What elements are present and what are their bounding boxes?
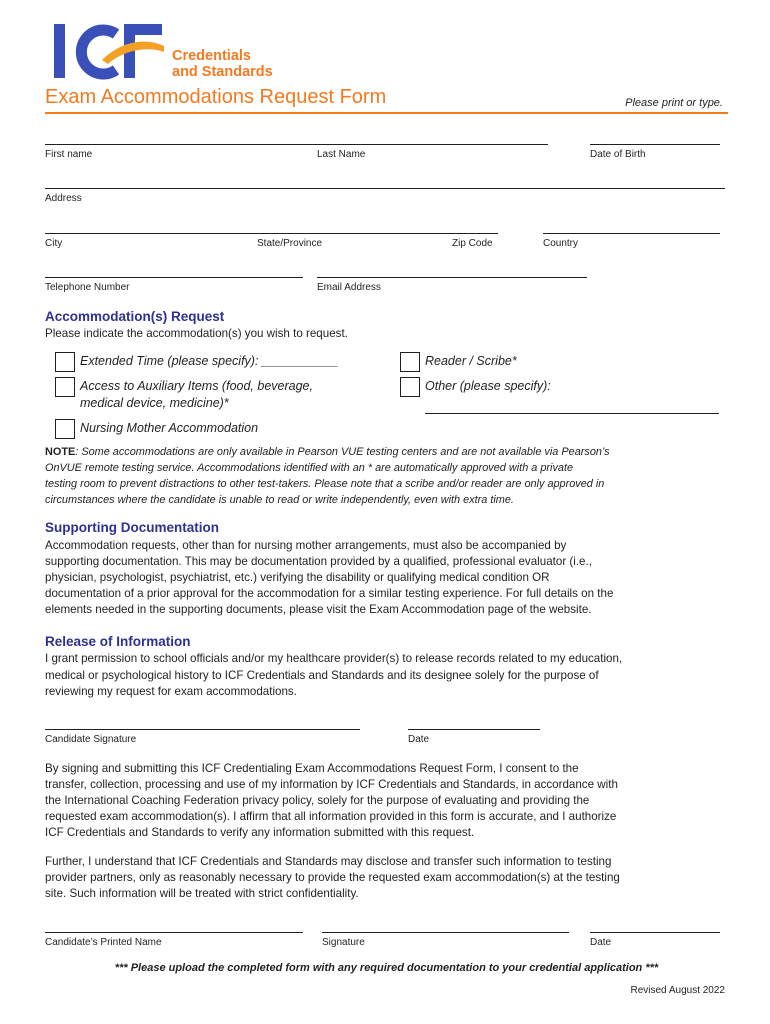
- note-text-1: : Some accommodations are only available in Pearson VUE testing centers and are not available via Pearson’s: [75, 446, 610, 458]
- consent-line: transfer, collection, processing and use of my information by ICF Credentials and Standards, in accordance with: [45, 778, 618, 791]
- state-label: State/Province: [257, 238, 323, 249]
- supporting-heading: Supporting Documentation: [45, 520, 219, 535]
- email-field-line[interactable]: [317, 277, 587, 278]
- upload-instruction: *** Please upload the completed form with any required documentation to your credential application ***: [114, 962, 659, 974]
- note-line-2: OnVUE remote testing service. Accommodations identified with an * are automatically approved with a private: [45, 462, 574, 474]
- auxiliary-items-checkbox[interactable]: [55, 377, 75, 397]
- disclosure-line: site. Such information will be treated with strict confidentiality.: [45, 887, 359, 900]
- release-date-line[interactable]: [408, 729, 540, 730]
- print-instruction: Please print or type.: [625, 97, 723, 109]
- email-label: Email Address: [317, 282, 381, 293]
- supporting-line: Accommodation requests, other than for nursing mother arrangements, must also be accompanied by: [45, 539, 567, 552]
- zip-label: Zip Code: [452, 238, 493, 249]
- name-field-line[interactable]: [45, 144, 548, 145]
- last-name-label: Last Name: [317, 149, 366, 160]
- printed-name-label: Candidate’s Printed Name: [45, 937, 162, 948]
- candidate-signature-label: Candidate Signature: [45, 734, 137, 745]
- consent-line: requested exam accommodation(s). I affirm that all information provided in this form is accurate, and I authorize: [45, 810, 617, 823]
- consent-line: ICF Credentials and Standards to verify any information submitted with this request.: [45, 826, 475, 839]
- form-title: Exam Accommodations Request Form: [45, 86, 387, 108]
- phone-label: Telephone Number: [45, 282, 130, 293]
- nursing-mother-label: Nursing Mother Accommodation: [80, 421, 259, 435]
- country-field-line[interactable]: [543, 233, 720, 234]
- dob-label: Date of Birth: [590, 149, 646, 160]
- note-label: NOTE: [45, 446, 76, 458]
- city-label: City: [45, 238, 63, 249]
- extended-time-label: Extended Time (please specify): ___________: [80, 354, 339, 368]
- signature-line[interactable]: [322, 932, 569, 933]
- supporting-line: elements needed in the supporting documents, please visit the Exam Accommodation page of the website.: [45, 603, 592, 616]
- signature-date-label: Date: [590, 937, 612, 948]
- supporting-line: documentation of a prior approval for the accommodation for a similar testing experience. For full details on the: [45, 587, 614, 600]
- accommodations-intro: Please indicate the accommodation(s) you wish to request.: [45, 327, 348, 340]
- disclosure-line: Further, I understand that ICF Credentials and Standards may disclose and transfer such information to testing: [45, 855, 612, 868]
- signature-label: Signature: [322, 937, 365, 948]
- phone-field-line[interactable]: [45, 277, 303, 278]
- printed-name-line[interactable]: [45, 932, 303, 933]
- consent-line: By signing and submitting this ICF Credentialing Exam Accommodations Request Form, I consent to the: [45, 762, 579, 775]
- reader-scribe-checkbox[interactable]: [400, 352, 420, 372]
- accommodations-heading: Accommodation(s) Request: [45, 309, 225, 324]
- other-specify-line[interactable]: [425, 413, 719, 414]
- release-date-label: Date: [408, 734, 430, 745]
- reader-scribe-label: Reader / Scribe*: [425, 354, 517, 368]
- city-state-zip-field-line[interactable]: [45, 233, 498, 234]
- logo-line-1: Credentials: [172, 48, 251, 64]
- note-line-4: circumstances where the candidate is unable to read or write independently, even with extra time.: [45, 494, 514, 506]
- nursing-mother-checkbox[interactable]: [55, 419, 75, 439]
- address-field-line[interactable]: [45, 188, 725, 189]
- candidate-signature-line[interactable]: [45, 729, 360, 730]
- release-line: reviewing my request for exam accommodations.: [45, 685, 297, 698]
- supporting-line: physician, psychologist, psychiatrist, etc.) verifying the disability or qualifying medical condition OR: [45, 571, 550, 584]
- release-line: I grant permission to school officials and/or my healthcare provider(s) to release records related to my education,: [45, 652, 623, 665]
- dob-field-line[interactable]: [590, 144, 720, 145]
- release-line: medical or psychological history to ICF Credentials and Standards and its designee solely for the purpose of: [45, 669, 599, 682]
- note-line-3: testing room to prevent distractions to other test-takers. Please note that a scribe and/or reader are only approved in: [45, 478, 605, 490]
- auxiliary-items-label-2: medical device, medicine)*: [80, 396, 229, 410]
- supporting-line: supporting documentation. This may be documentation provided by a qualified, professional evaluator (i.e.,: [45, 555, 592, 568]
- extended-time-checkbox[interactable]: [55, 352, 75, 372]
- auxiliary-items-label-1: Access to Auxiliary Items (food, beverage,: [80, 379, 313, 393]
- consent-line: the International Coaching Federation privacy policy, solely for the purpose of evaluating and providing the: [45, 794, 590, 807]
- first-name-label: First name: [45, 149, 93, 160]
- release-heading: Release of Information: [45, 634, 191, 649]
- address-label: Address: [45, 193, 82, 204]
- other-checkbox[interactable]: [400, 377, 420, 397]
- icf-logo-mark: [52, 20, 172, 82]
- icf-logo: [52, 20, 292, 82]
- country-label: Country: [543, 238, 579, 249]
- disclosure-line: provider partners, only as reasonably necessary to provide the requested exam accommodation(s) at the testing: [45, 871, 620, 884]
- other-label: Other (please specify):: [425, 379, 551, 393]
- revision-date: Revised August 2022: [630, 985, 725, 996]
- header-divider: [45, 112, 728, 114]
- logo-line-2: and Standards: [172, 64, 273, 80]
- note-line-1: [45, 444, 730, 460]
- signature-date-line[interactable]: [590, 932, 720, 933]
